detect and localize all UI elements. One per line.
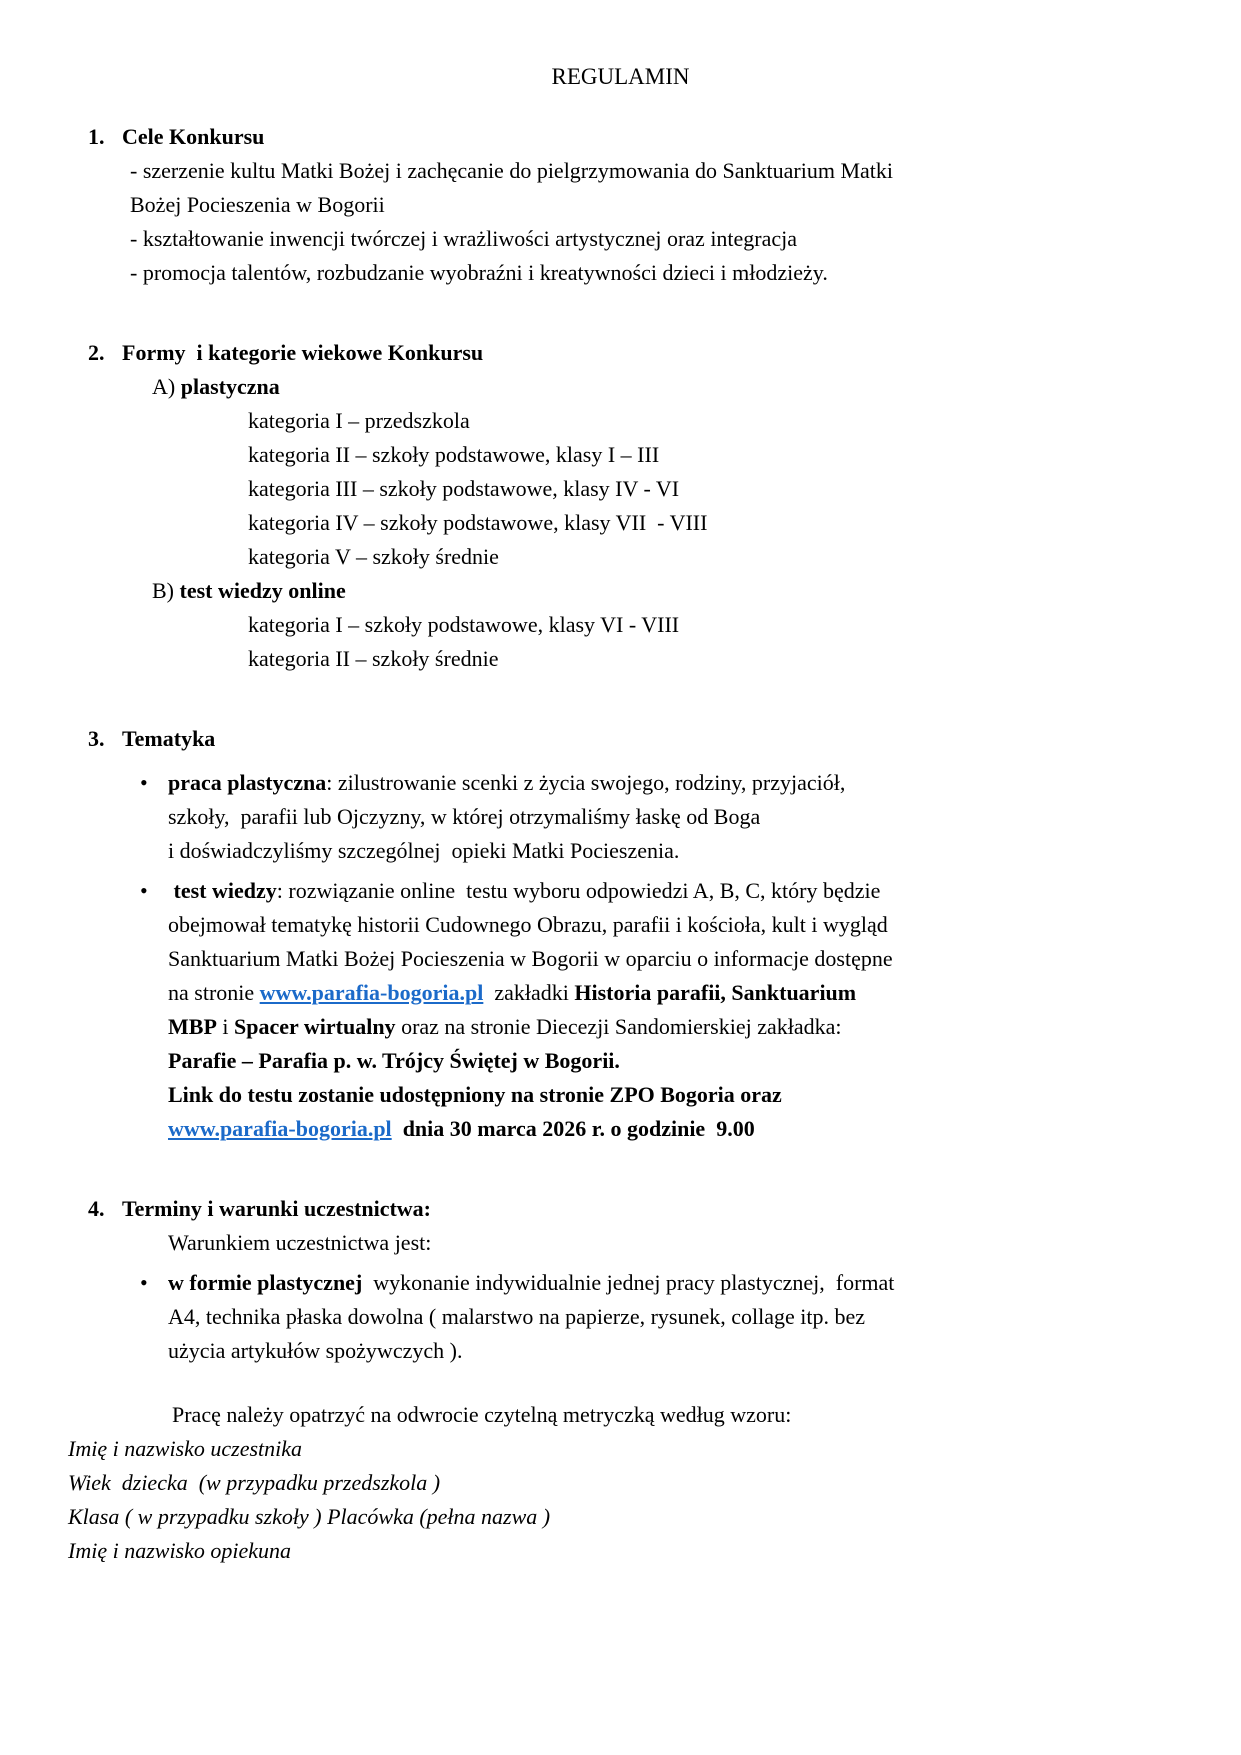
- section-3-title: Tematyka: [122, 726, 216, 751]
- text-line: i doświadczyliśmy szczególnej opieki Matki Pocieszenia.: [168, 838, 680, 863]
- text-line: Parafie – Parafia p. w. Trójcy Świętej w Bogorii.: [168, 1048, 620, 1073]
- form-b-title: test wiedzy online: [179, 578, 346, 603]
- run-bold: test wiedzy: [168, 878, 277, 903]
- bullet-item-test-wiedzy: [140, 874, 1221, 1146]
- section-2-number: 2.: [88, 340, 105, 365]
- form-b-categories: [248, 608, 1221, 676]
- text-line: [168, 1266, 1221, 1300]
- section-1: [68, 120, 1221, 290]
- form-b-label: B): [152, 578, 180, 603]
- metryczka-line: Imię i nazwisko uczestnika: [68, 1436, 303, 1461]
- bullet-text: [168, 1266, 1221, 1368]
- bullet-item-forma-plastyczna: [140, 1266, 1221, 1368]
- goal-line: - kształtowanie inwencji twórczej i wrażliwości artystycznej oraz integracja: [130, 226, 798, 251]
- run-regular: : zilustrowanie scenki z życia swojego, rodziny, przyjaciół,: [326, 770, 846, 795]
- form-a-label: A): [152, 374, 181, 399]
- metryczka-line: Wiek dziecka (w przypadku przedszkola ): [68, 1470, 441, 1495]
- bullet-icon: •: [140, 770, 148, 795]
- text-line: użycia artykułów spożywczych ).: [168, 1338, 463, 1363]
- section-3-number: 3.: [88, 726, 105, 751]
- run-regular: wykonanie indywidualnie jednej pracy plastycznej, format: [362, 1270, 895, 1295]
- goal-line: Bożej Pocieszenia w Bogorii: [130, 192, 385, 217]
- text-line: [168, 874, 1221, 908]
- section-4: [68, 1192, 1221, 1568]
- bullet-icon: •: [140, 1270, 148, 1295]
- run-regular: na stronie: [168, 980, 260, 1005]
- participation-intro: Warunkiem uczestnictwa jest:: [168, 1230, 432, 1255]
- section-1-title: Cele Konkursu: [122, 124, 265, 149]
- section-4-number: 4.: [88, 1196, 105, 1221]
- category-line: kategoria IV – szkoły podstawowe, klasy VII - VIII: [248, 510, 708, 535]
- run-bold: Spacer wirtualny: [234, 1014, 396, 1039]
- text-line: [168, 1010, 1221, 1044]
- metryczka-instruction: Pracę należy opatrzyć na odwrocie czytelną metryczką według wzoru:: [172, 1402, 792, 1427]
- run-bold: MBP: [168, 1014, 217, 1039]
- run-regular: zakładki: [483, 980, 575, 1005]
- parafia-bogoria-link[interactable]: www.parafia-bogoria.pl: [168, 1116, 392, 1141]
- category-line: kategoria II – szkoły podstawowe, klasy I – III: [248, 442, 660, 467]
- bullet-text: [168, 874, 1221, 1146]
- category-line: kategoria I – przedszkola: [248, 408, 470, 433]
- section-2-heading: [88, 336, 1221, 370]
- bullet-icon: •: [140, 878, 148, 903]
- section-3-heading: [88, 722, 1221, 756]
- parafia-bogoria-link[interactable]: www.parafia-bogoria.pl: [259, 980, 484, 1005]
- category-line: kategoria III – szkoły podstawowe, klasy IV - VI: [248, 476, 680, 501]
- metryczka-template: [68, 1432, 1221, 1568]
- section-1-heading: [88, 120, 1221, 154]
- category-line: kategoria V – szkoły średnie: [248, 544, 499, 569]
- text-line: [168, 1112, 1221, 1146]
- text-line: [168, 766, 1221, 800]
- bullet-text: [168, 766, 1221, 868]
- section-2: [68, 336, 1221, 676]
- metryczka-line: Imię i nazwisko opiekuna: [68, 1538, 292, 1563]
- run-regular: : rozwiązanie online testu wyboru odpowiedzi A, B, C, który będzie: [276, 878, 881, 903]
- run-bold: w formie plastycznej: [168, 1270, 363, 1295]
- run-regular: i: [216, 1014, 235, 1039]
- goal-line: - szerzenie kultu Matki Bożej i zachęcanie do pielgrzymowania do Sanktuarium Matki: [130, 158, 894, 183]
- run-regular: oraz na stronie Diecezji Sandomierskiej zakładka:: [395, 1014, 842, 1039]
- run-bold: dnia 30 marca 2026 r. o godzinie 9.00: [391, 1116, 755, 1141]
- form-a-title: plastyczna: [180, 374, 280, 399]
- form-a-categories: [248, 404, 1221, 574]
- section-4-heading: [88, 1192, 1221, 1226]
- section-4-title: Terminy i warunki uczestnictwa:: [122, 1196, 432, 1221]
- run-bold: praca plastyczna: [168, 770, 327, 795]
- text-line: Sanktuarium Matki Bożej Pocieszenia w Bogorii w oparciu o informacje dostępne: [168, 946, 893, 971]
- text-line: szkoły, parafii lub Ojczyzny, w której otrzymaliśmy łaskę od Boga: [168, 804, 761, 829]
- form-a-line: [152, 370, 1221, 404]
- section-2-title: Formy i kategorie wiekowe Konkursu: [122, 340, 484, 365]
- text-line: Link do testu zostanie udostępniony na stronie ZPO Bogoria oraz: [168, 1082, 782, 1107]
- text-line: obejmował tematykę historii Cudownego Obrazu, parafii i kościoła, kult i wygląd: [168, 912, 888, 937]
- section-1-body: [130, 154, 1221, 290]
- section-3: [68, 722, 1221, 1146]
- document-title: REGULAMIN: [551, 64, 690, 89]
- goal-line: - promocja talentów, rozbudzanie wyobraźni i kreatywności dzieci i młodzieży.: [130, 260, 828, 285]
- bullet-item-praca-plastyczna: [140, 766, 1221, 868]
- text-line: [168, 976, 1221, 1010]
- category-line: kategoria II – szkoły średnie: [248, 646, 499, 671]
- form-b-line: [152, 574, 1221, 608]
- section-1-number: 1.: [88, 124, 105, 149]
- category-line: kategoria I – szkoły podstawowe, klasy VI - VIII: [248, 612, 680, 637]
- metryczka-line: Klasa ( w przypadku szkoły ) Placówka (pełna nazwa ): [68, 1504, 551, 1529]
- run-bold: Historia parafii, Sanktuarium: [574, 980, 857, 1005]
- text-line: A4, technika płaska dowolna ( malarstwo na papierze, rysunek, collage itp. bez: [168, 1304, 866, 1329]
